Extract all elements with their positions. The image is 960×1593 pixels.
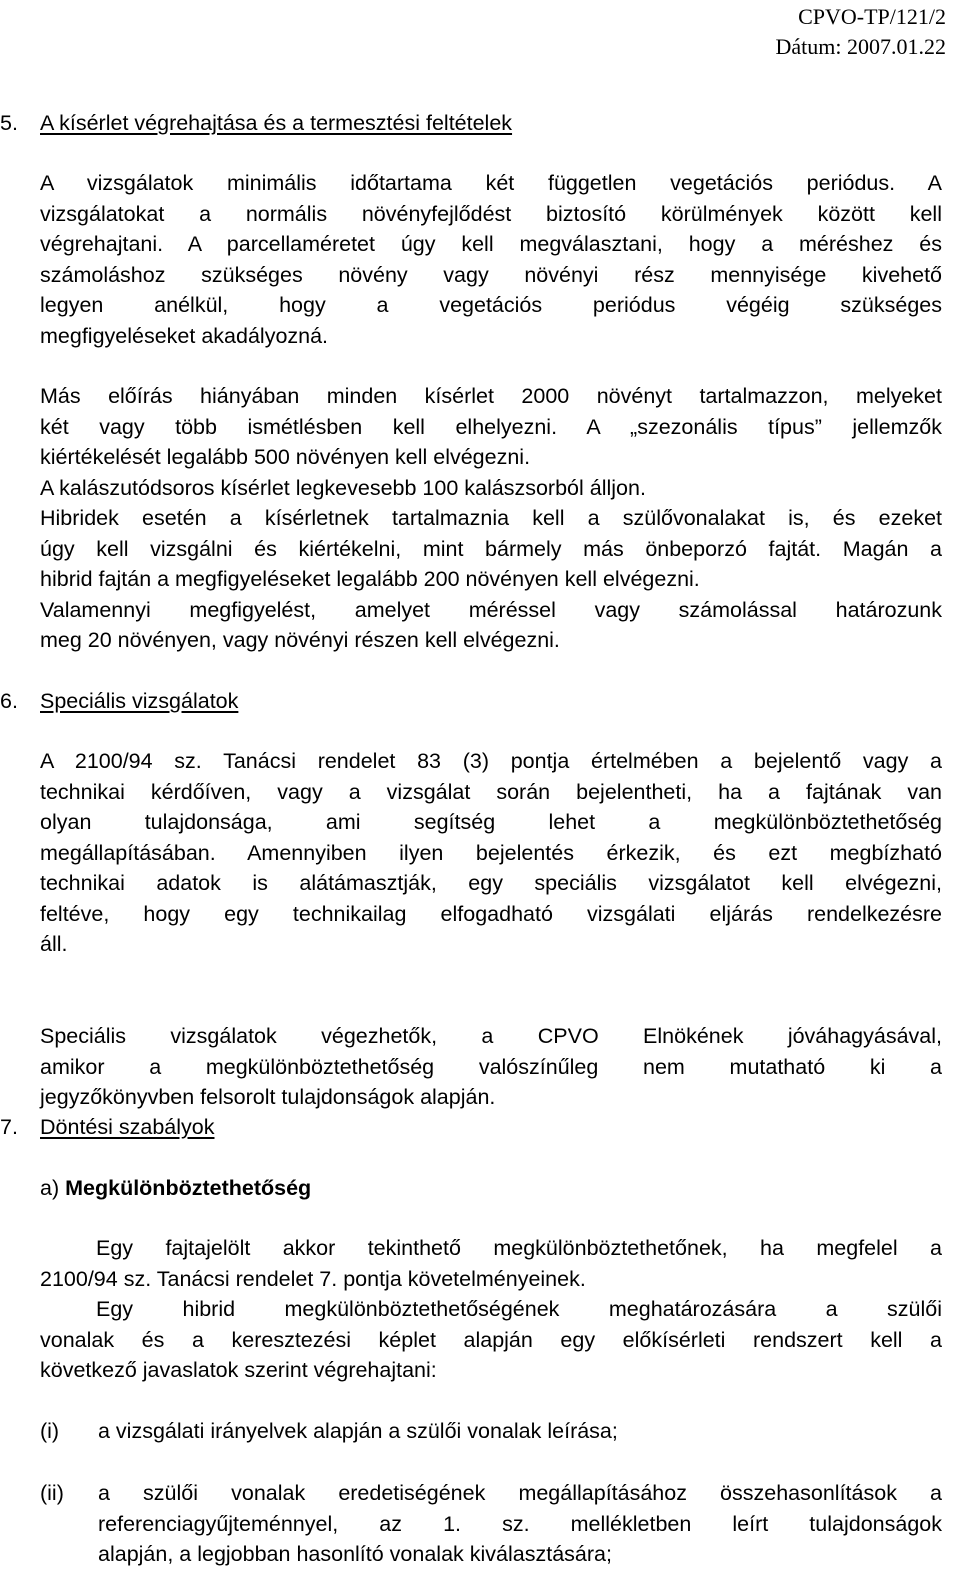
text-line: meg 20 növényen, vagy növényi részen kell elvégezni. bbox=[40, 628, 560, 652]
section-6-paragraph-1 bbox=[40, 746, 942, 960]
text-line: amikor a megkülönböztethetőség valószínűleg nem mutatható ki a bbox=[40, 1054, 942, 1079]
text-line: megállapításában. Amennyiben ilyen bejelentés érkezik, és ezt megbízható bbox=[40, 840, 942, 865]
page-header bbox=[776, 2, 947, 62]
text-line: Valamennyi megfigyelést, amelyet méréssel vagy számolással határozunk bbox=[40, 597, 942, 622]
text-line: alapján, a legjobban hasonlító vonalak kiválasztására; bbox=[98, 1542, 612, 1566]
text-line: hibrid fajtán a megfigyeléseket legalább 200 növényen kell elvégezni. bbox=[40, 567, 700, 591]
text-line: Egy fajtajelölt akkor tekinthető megkülönböztethetőnek, ha megfelel a bbox=[96, 1236, 942, 1260]
text-line: a vizsgálati irányelvek alapján a szülői vonalak leírása; bbox=[98, 1419, 618, 1443]
section-5-paragraph-1 bbox=[40, 168, 942, 351]
text-line: végrehajtani. A parcellaméretet úgy kell megválasztani, hogy a méréshez és bbox=[40, 232, 942, 256]
text-line: megfigyeléseket akadályozná. bbox=[40, 323, 329, 348]
section-title: Döntési szabályok bbox=[40, 1115, 215, 1139]
text-line: A 2100/94 sz. Tanácsi rendelet 83 (3) pontja értelmében a bejelentő vagy a bbox=[40, 749, 942, 773]
section-6-paragraph-2 bbox=[40, 1021, 942, 1113]
text-line: kiértékelését legalább 500 növényen kell elvégezni. bbox=[40, 445, 531, 469]
text-line: olyan tulajdonsága, ami segítség lehet a megkülönböztethetőség bbox=[40, 810, 942, 834]
subsection-a-heading bbox=[40, 1173, 311, 1203]
section-title: A kísérlet végrehajtása és a termesztési feltételek bbox=[40, 111, 513, 135]
text-line: Hibridek esetén a kísérletnek tartalmaznia kell a szülővonalakat is, és ezeket bbox=[40, 506, 942, 530]
text-line: számoláshoz szükséges növény vagy növényi rész mennyisége kivehető bbox=[40, 262, 942, 287]
list-marker: (ii) bbox=[40, 1481, 64, 1505]
section-number: 5. bbox=[0, 111, 18, 135]
text-line: a szülői vonalak eredetiségének megállapításához összehasonlítások a bbox=[98, 1481, 942, 1505]
text-line: Más előírás hiányában minden kísérlet 2000 növényt tartalmazzon, melyeket bbox=[40, 384, 942, 408]
section-title: Speciális vizsgálatok bbox=[40, 689, 239, 713]
text-line: következő javaslatok szerint végrehajtani: bbox=[40, 1358, 437, 1382]
text-line: vizsgálatokat a normális növényfejlődést biztosító körülmények között kell bbox=[40, 201, 942, 226]
text-line: úgy kell vizsgálni és kiértékelni, mint bármely más önbeporzó fajtát. Magán a bbox=[40, 536, 942, 561]
text-line: Speciális vizsgálatok végezhetők, a CPVO Elnökének jóváhagyásával, bbox=[40, 1024, 942, 1048]
list-marker: (i) bbox=[40, 1419, 60, 1443]
text-line: A vizsgálatok minimális időtartama két független vegetációs periódus. A bbox=[40, 171, 942, 195]
list-item bbox=[40, 1478, 942, 1570]
text-line: vonalak és a keresztezési képlet alapján egy előkísérleti rendszert kell a bbox=[40, 1327, 942, 1352]
section-7-paragraph-2 bbox=[40, 1294, 942, 1386]
text-line: feltéve, hogy egy technikailag elfogadható vizsgálati eljárás rendelkezésre bbox=[40, 901, 942, 926]
subsection-title: Megkülönböztethetőség bbox=[65, 1176, 312, 1200]
text-line: referenciagyűjteménnyel, az 1. sz. mellékletben leírt tulajdonságok bbox=[98, 1511, 942, 1536]
text-line: Egy hibrid megkülönböztethetőségének meghatározására a szülői bbox=[96, 1297, 942, 1321]
document-id: CPVO-TP/121/2 bbox=[798, 4, 946, 29]
document-date: Dátum: 2007.01.22 bbox=[775, 34, 946, 59]
text-line: két vagy több ismétlésben kell elhelyezni. A „szezonális típus” jellemzők bbox=[40, 414, 942, 439]
text-line: áll. bbox=[40, 932, 68, 956]
list-item bbox=[40, 1416, 942, 1447]
section-5-paragraph-2 bbox=[40, 381, 942, 656]
section-number: 7. bbox=[0, 1115, 18, 1139]
text-line: jegyzőkönyvben felsorolt tulajdonságok alapján. bbox=[40, 1085, 496, 1109]
text-line: technikai kérdőíven, vagy a vizsgálat során bejelentheti, ha a fajtának van bbox=[40, 779, 942, 804]
text-line: 2100/94 sz. Tanácsi rendelet 7. pontja követelményeinek. bbox=[40, 1266, 586, 1291]
text-line: A kalászutódsoros kísérlet legkevesebb 100 kalászsorból álljon. bbox=[40, 475, 646, 500]
section-number: 6. bbox=[0, 689, 18, 713]
text-line: technikai adatok is alátámasztják, egy speciális vizsgálatot kell elvégezni, bbox=[40, 871, 942, 895]
section-7-paragraph-1 bbox=[40, 1233, 942, 1294]
subsection-prefix: a) bbox=[40, 1176, 60, 1200]
text-line: legyen anélkül, hogy a vegetációs periódus végéig szükséges bbox=[40, 293, 942, 317]
